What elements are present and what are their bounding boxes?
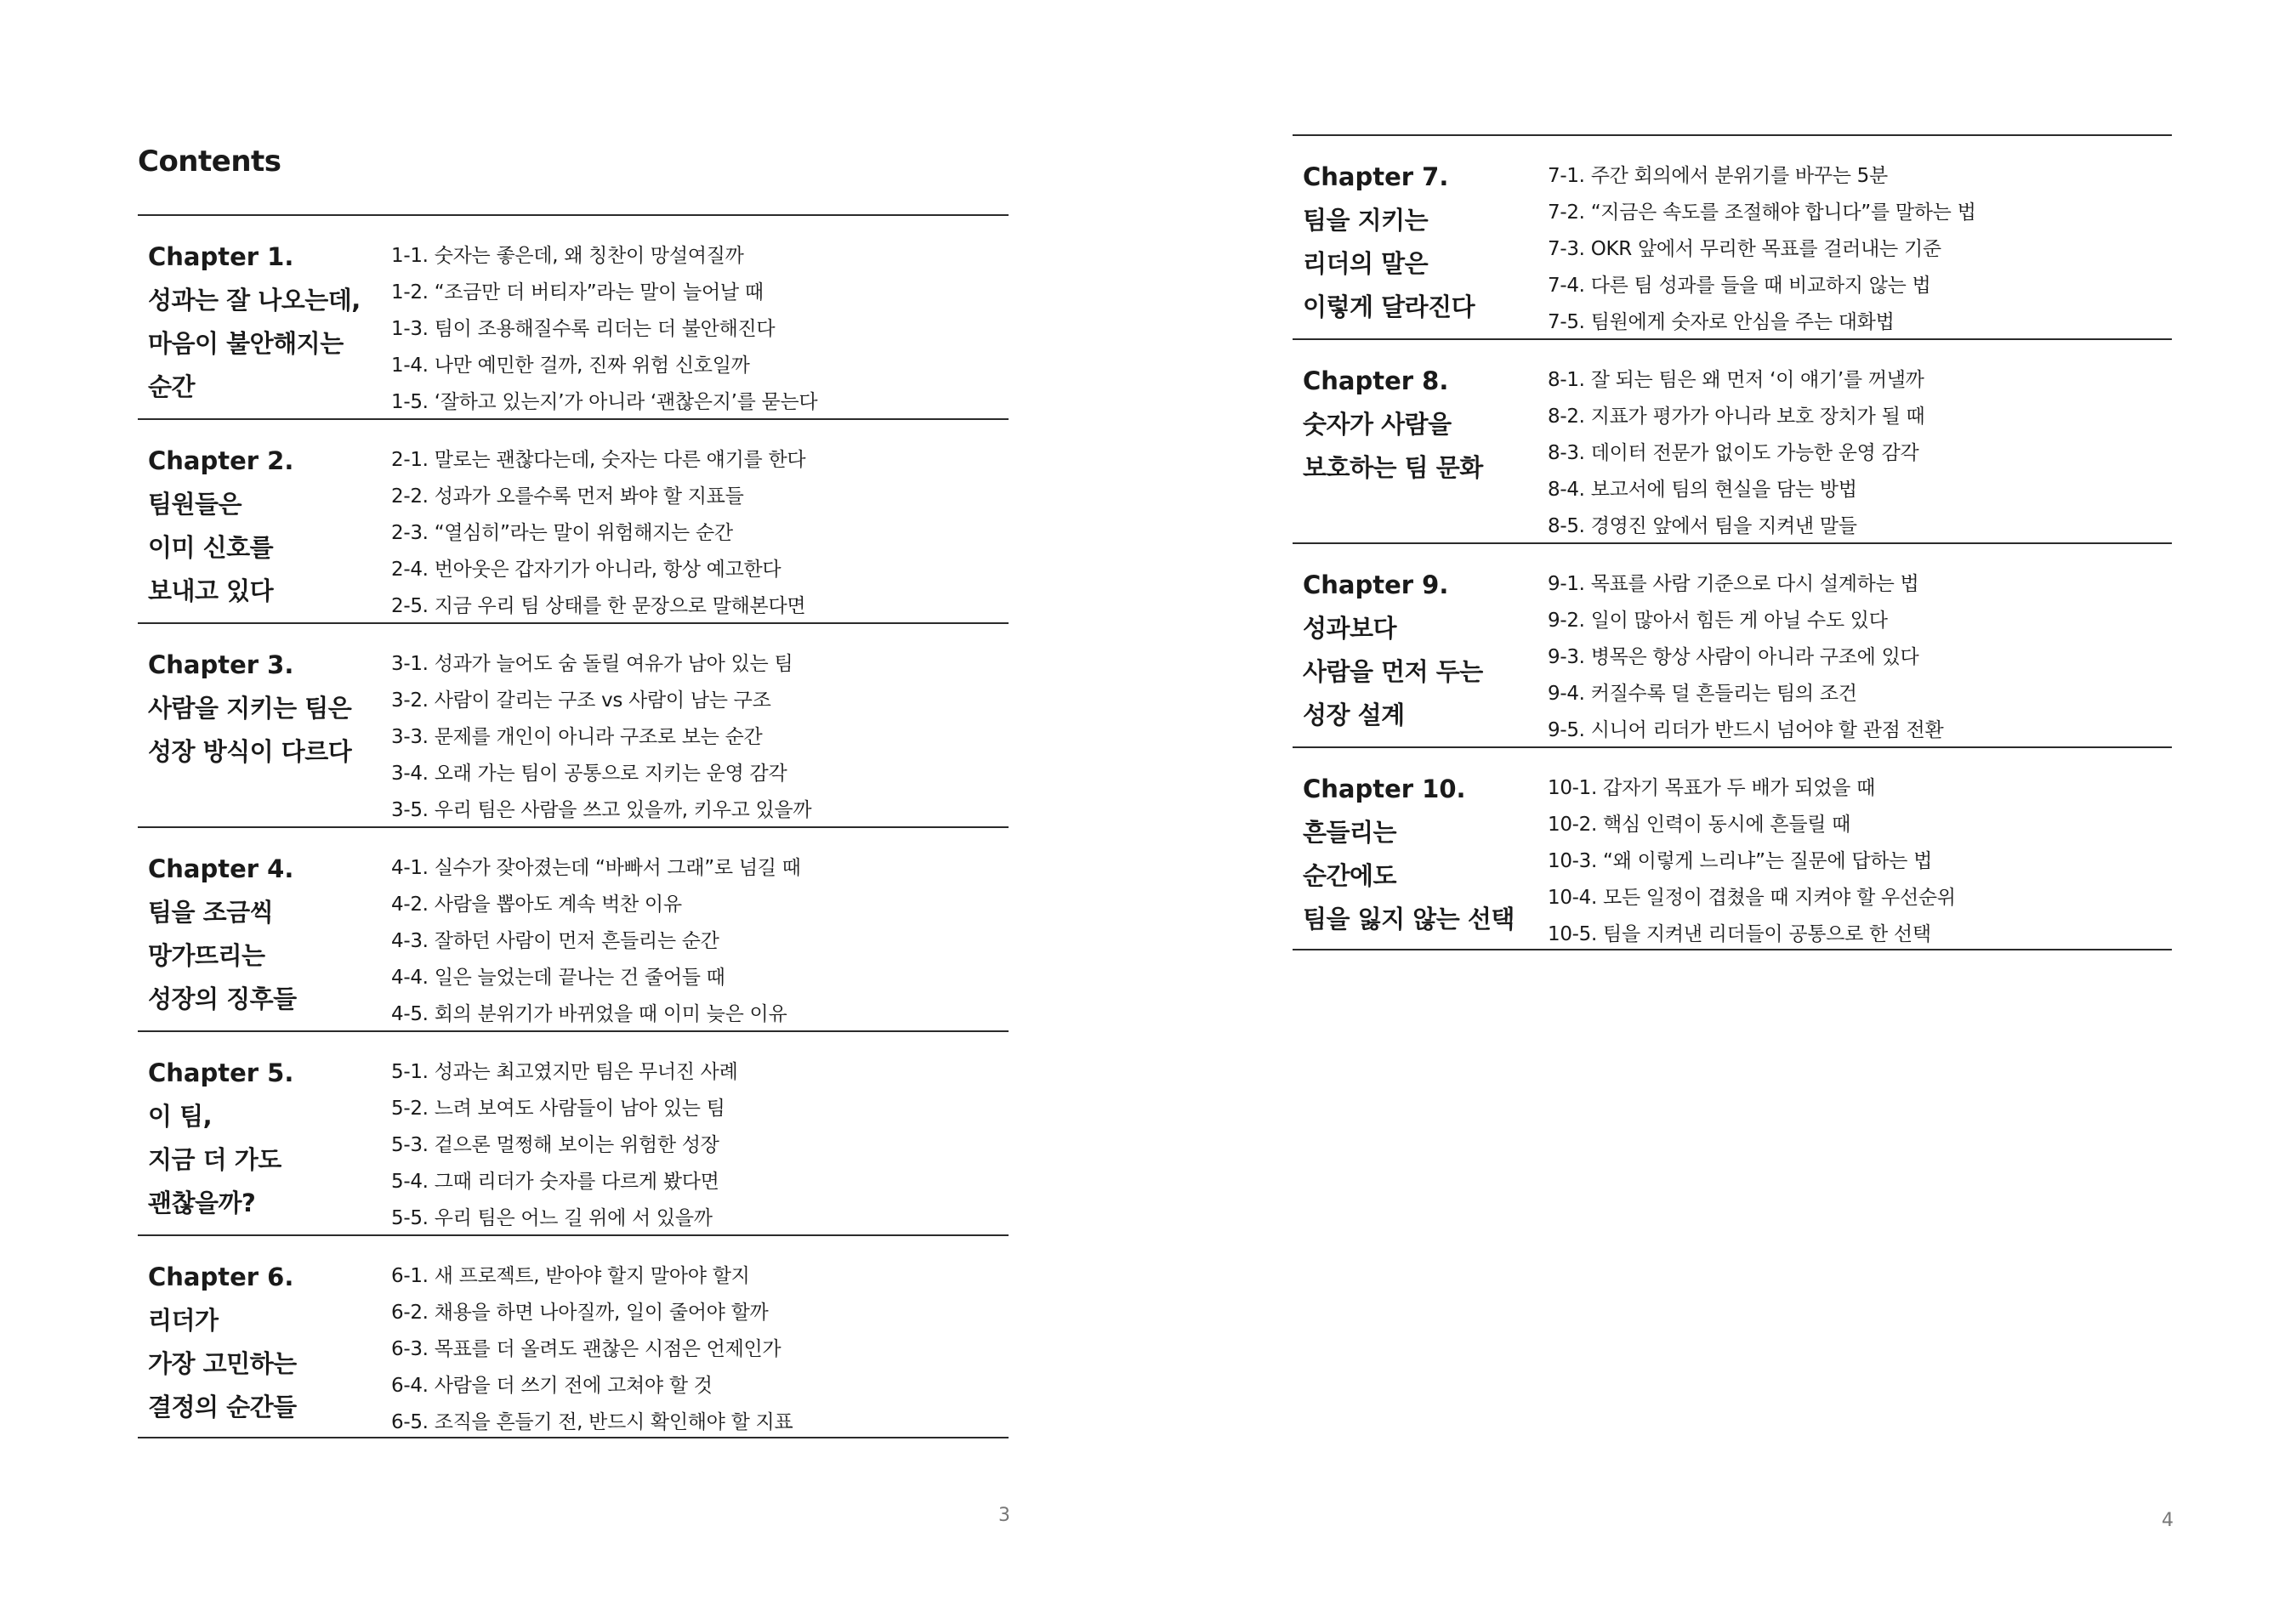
chapter-heading	[148, 1255, 391, 1421]
section-item: 10-5. 팀을 지켜낸 리더들이 공통으로 한 선택	[1548, 923, 1931, 945]
section-item: 5-4. 그때 리더가 숫자를 다르게 봤다면	[391, 1171, 719, 1193]
chapter-row	[138, 826, 1009, 1030]
section-item: 1-3. 팀이 조용해질수록 리더는 더 불안해진다	[391, 318, 776, 340]
right-page	[1148, 0, 2296, 1617]
chapter-number: Chapter 9.	[1303, 570, 1449, 599]
chapter-heading	[148, 235, 391, 403]
section-item: 8-3. 데이터 전문가 없이도 가능한 운영 감각	[1548, 442, 1919, 464]
section-item: 3-4. 오래 가는 팀이 공통으로 지키는 운영 감각	[391, 763, 787, 785]
chapter-title-line: 사람을 먼저 두는	[1303, 657, 1483, 686]
chapter-row	[138, 1234, 1009, 1438]
section-list	[391, 1255, 1009, 1433]
chapter-title-line: 팀을 지키는	[1303, 206, 1429, 235]
chapter-title-line: 순간에도	[1303, 861, 1397, 890]
section-item: 4-5. 회의 분위기가 바뀌었을 때 이미 늦은 이유	[391, 1003, 787, 1025]
chapter-title-line: 망가뜨리는	[148, 941, 265, 970]
chapter-heading	[148, 847, 391, 1015]
chapter-row	[138, 214, 1009, 418]
section-item: 4-1. 실수가 잦아졌는데 “바빠서 그래”로 넘길 때	[391, 857, 801, 879]
chapter-heading	[1303, 359, 1548, 527]
chapter-title-line: 가장 고민하는	[148, 1349, 297, 1378]
chapter-title-line: 팀원들은	[148, 490, 242, 519]
page-number: 3	[998, 1505, 1010, 1526]
section-item: 2-1. 말로는 괜찮다는데, 숫자는 다른 얘기를 한다	[391, 449, 806, 471]
chapter-number: Chapter 6.	[148, 1262, 294, 1291]
chapter-title-line: 순간	[148, 372, 196, 401]
chapter-title-line: 이렇게 달라진다	[1303, 292, 1475, 321]
chapter-title-line: 마음이 불안해지는	[148, 329, 344, 358]
section-item: 2-4. 번아웃은 갑자기가 아니라, 항상 예고한다	[391, 559, 781, 581]
section-item: 4-2. 사람을 뽑아도 계속 벅찬 이유	[391, 894, 682, 916]
section-item: 10-1. 갑자기 목표가 두 배가 되었을 때	[1548, 777, 1876, 799]
chapter-number: Chapter 5.	[148, 1058, 294, 1087]
section-item: 7-1. 주간 회의에서 분위기를 바꾸는 5분	[1548, 165, 1888, 187]
chapter-number: Chapter 3.	[148, 650, 294, 679]
section-list	[391, 847, 1009, 1025]
section-list	[1548, 767, 2172, 945]
section-item: 1-1. 숫자는 좋은데, 왜 칭찬이 망설여질까	[391, 245, 744, 267]
chapter-title-line: 흔들리는	[1303, 818, 1397, 847]
section-item: 2-5. 지금 우리 팀 상태를 한 문장으로 말해본다면	[391, 595, 806, 617]
chapter-row	[138, 418, 1009, 622]
section-item: 10-3. “왜 이렇게 느리냐”는 질문에 답하는 법	[1548, 850, 1933, 872]
chapter-number: Chapter 8.	[1303, 366, 1449, 395]
section-item: 8-1. 잘 되는 팀은 왜 먼저 ‘이 얘기’를 꺼낼까	[1548, 369, 1924, 391]
section-list	[391, 1051, 1009, 1229]
section-item: 9-4. 커질수록 덜 흔들리는 팀의 조건	[1548, 683, 1857, 705]
section-item: 7-3. OKR 앞에서 무리한 목표를 걸러내는 기준	[1548, 238, 1941, 260]
chapter-number: Chapter 1.	[148, 242, 294, 271]
section-list	[391, 643, 1009, 821]
section-item: 7-5. 팀원에게 숫자로 안심을 주는 대화법	[1548, 311, 1895, 333]
chapter-title-line: 성장 설계	[1303, 701, 1405, 729]
chapter-title-line: 보내고 있다	[148, 576, 274, 605]
section-item: 2-2. 성과가 오를수록 먼저 봐야 할 지표들	[391, 485, 744, 508]
section-item: 6-4. 사람을 더 쓰기 전에 고쳐야 할 것	[391, 1375, 713, 1397]
chapter-title-line: 이 팀,	[148, 1102, 213, 1131]
chapter-row	[1293, 134, 2172, 338]
section-item: 2-3. “열심히”라는 말이 위험해지는 순간	[391, 522, 733, 544]
section-item: 6-2. 채용을 하면 나아질까, 일이 줄어야 할까	[391, 1302, 769, 1324]
section-item: 5-3. 겉으론 멀쩡해 보이는 위험한 성장	[391, 1134, 719, 1156]
section-item: 6-5. 조직을 흔들기 전, 반드시 확인해야 할 지표	[391, 1411, 793, 1433]
chapter-heading	[1303, 563, 1548, 731]
chapter-heading	[1303, 155, 1548, 323]
section-item: 1-2. “조금만 더 버티자”라는 말이 늘어날 때	[391, 281, 764, 304]
chapter-number: Chapter 7.	[1303, 162, 1449, 191]
section-item: 5-2. 느려 보여도 사람들이 남아 있는 팀	[391, 1098, 725, 1120]
toc-right	[1293, 134, 2172, 950]
section-item: 4-4. 일은 늘었는데 끝나는 건 줄어들 때	[391, 967, 725, 989]
chapter-heading	[148, 1051, 391, 1219]
section-list	[1548, 155, 2172, 333]
section-item: 3-3. 문제를 개인이 아니라 구조로 보는 순간	[391, 726, 763, 748]
chapter-title-line: 결정의 순간들	[148, 1393, 297, 1421]
chapter-title-line: 성과보다	[1303, 614, 1397, 643]
chapter-row	[138, 622, 1009, 826]
chapter-title-line: 성장 방식이 다르다	[148, 737, 352, 766]
section-item: 1-4. 나만 예민한 걸까, 진짜 위험 신호일까	[391, 355, 750, 377]
chapter-row	[138, 1030, 1009, 1234]
chapter-title-line: 괜찮을까?	[148, 1189, 256, 1217]
section-item: 8-2. 지표가 평가가 아니라 보호 장치가 될 때	[1548, 406, 1925, 428]
chapter-title-line: 리더가	[148, 1306, 219, 1335]
section-item: 6-3. 목표를 더 올려도 괜찮은 시점은 언제인가	[391, 1338, 781, 1360]
contents-heading: Contents	[138, 145, 281, 179]
section-item: 5-1. 성과는 최고였지만 팀은 무너진 사례	[391, 1061, 738, 1083]
chapter-title-line: 사람을 지키는 팀은	[148, 694, 352, 723]
section-item: 3-1. 성과가 늘어도 숨 돌릴 여유가 남아 있는 팀	[391, 653, 793, 675]
page-number: 4	[2162, 1510, 2174, 1531]
chapter-heading	[1303, 767, 1548, 933]
chapter-title-line: 보호하는 팀 문화	[1303, 453, 1483, 482]
section-item: 10-4. 모든 일정이 겹쳤을 때 지켜야 할 우선순위	[1548, 887, 1956, 909]
toc-left	[138, 214, 1009, 1438]
section-item: 9-1. 목표를 사람 기준으로 다시 설계하는 법	[1548, 573, 1919, 595]
section-item: 7-4. 다른 팀 성과를 들을 때 비교하지 않는 법	[1548, 275, 1931, 297]
section-item: 8-4. 보고서에 팀의 현실을 담는 방법	[1548, 479, 1857, 501]
section-item: 9-3. 병목은 항상 사람이 아니라 구조에 있다	[1548, 646, 1919, 668]
chapter-row	[1293, 542, 2172, 746]
chapter-title-line: 이미 신호를	[148, 533, 274, 562]
chapter-row	[1293, 338, 2172, 542]
section-item: 1-5. ‘잘하고 있는지’가 아니라 ‘괜찮은지’를 묻는다	[391, 391, 818, 413]
section-item: 5-5. 우리 팀은 어느 길 위에 서 있을까	[391, 1207, 713, 1229]
chapter-title-line: 팀을 잃지 않는 선택	[1303, 905, 1515, 933]
section-item: 3-5. 우리 팀은 사람을 쓰고 있을까, 키우고 있을까	[391, 799, 812, 821]
chapter-number: Chapter 10.	[1303, 774, 1466, 803]
section-list	[1548, 359, 2172, 537]
chapter-title-line: 성장의 징후들	[148, 984, 297, 1013]
section-list	[391, 439, 1009, 617]
section-item: 7-2. “지금은 속도를 조절해야 합니다”를 말하는 법	[1548, 201, 1976, 224]
chapter-number: Chapter 2.	[148, 446, 294, 475]
chapter-title-line: 지금 더 가도	[148, 1145, 281, 1174]
chapter-title-line: 성과는 잘 나오는데,	[148, 286, 361, 315]
chapter-title-line: 리더의 말은	[1303, 249, 1429, 278]
section-item: 8-5. 경영진 앞에서 팀을 지켜낸 말들	[1548, 515, 1857, 537]
section-item: 9-5. 시니어 리더가 반드시 넘어야 할 관점 전환	[1548, 719, 1944, 741]
chapter-title-line: 팀을 조금씩	[148, 898, 274, 927]
section-list	[391, 235, 1009, 413]
section-item: 9-2. 일이 많아서 힘든 게 아닐 수도 있다	[1548, 610, 1888, 632]
chapter-heading	[148, 439, 391, 607]
section-item: 3-2. 사람이 갈리는 구조 vs 사람이 남는 구조	[391, 689, 771, 712]
chapter-heading	[148, 643, 391, 811]
section-item: 10-2. 핵심 인력이 동시에 흔들릴 때	[1548, 814, 1851, 836]
chapter-title-line: 숫자가 사람을	[1303, 410, 1452, 439]
chapter-row	[1293, 746, 2172, 950]
chapter-number: Chapter 4.	[148, 854, 294, 883]
section-item: 6-1. 새 프로젝트, 받아야 할지 말아야 할지	[391, 1265, 750, 1287]
section-list	[1548, 563, 2172, 741]
section-item: 4-3. 잘하던 사람이 먼저 흔들리는 순간	[391, 930, 719, 952]
